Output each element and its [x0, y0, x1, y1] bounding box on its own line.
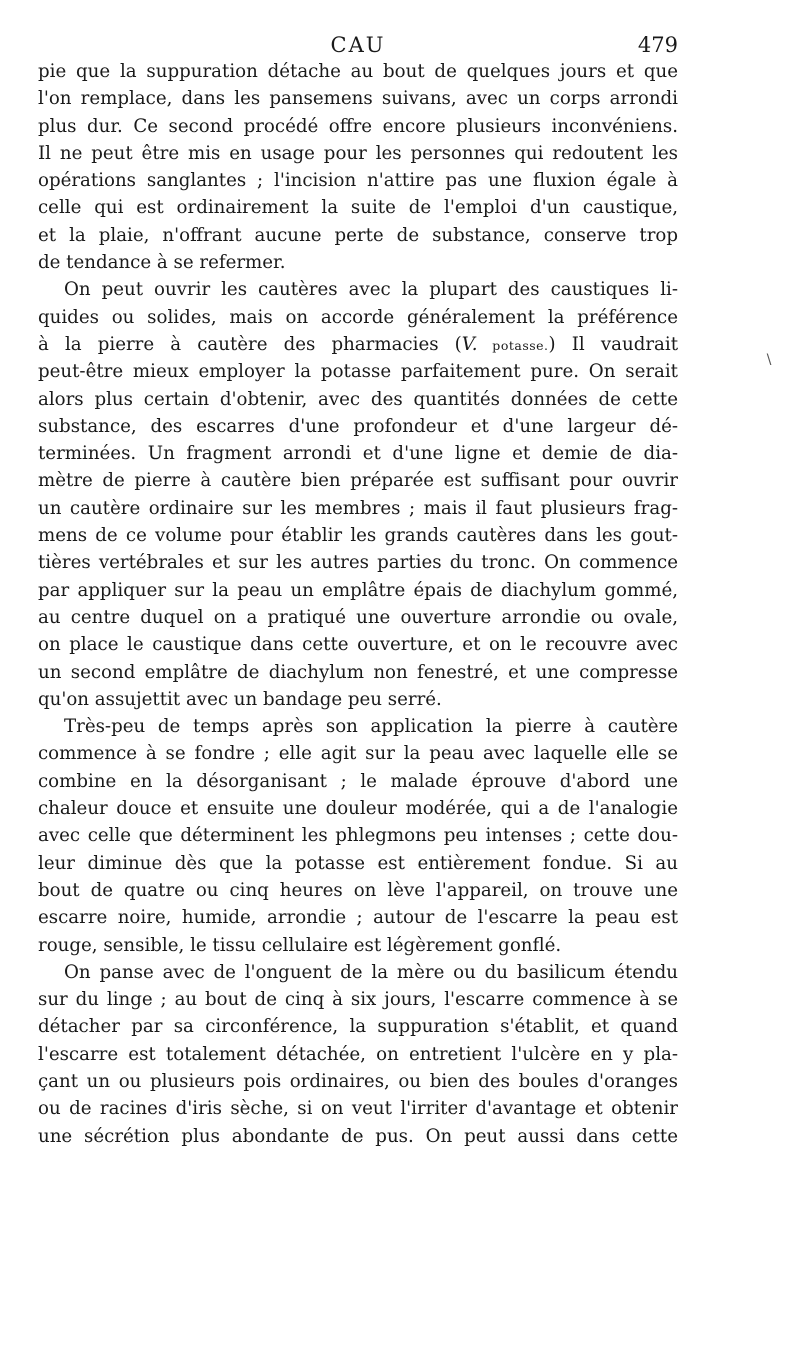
text-line: par appliquer sur la peau un emplâtre épais de diachylum gommé,	[38, 579, 678, 601]
text-line: substance, des escarres d'une profondeur et d'une largeur dé-	[38, 415, 678, 437]
text-line: pie que la suppuration détache au bout de quelques jours et que	[38, 61, 678, 82]
small-caps-reference: potasse.	[477, 337, 549, 353]
text-line: détacher par sa circonférence, la suppuration s'établit, et quand	[38, 1016, 678, 1038]
text-line: Il ne peut être mis en usage pour les personnes qui redoutent les	[38, 142, 678, 164]
text-line: peut-être mieux employer la potasse parfaitement pure. On serait	[38, 361, 678, 383]
text-line: ou de racines d'iris sèche, si on veut l'irriter d'avantage et obtenir	[38, 1098, 678, 1120]
text-line: alors plus certain d'obtenir, avec des quantités données de cette	[38, 388, 678, 410]
text-line: on place le caustique dans cette ouverture, et on le recouvre avec	[38, 634, 678, 656]
text-line: un cautère ordinaire sur les membres ; mais il faut plusieurs frag-	[38, 497, 678, 519]
text-line: un second emplâtre de diachylum non fenestré, et une compresse	[38, 661, 678, 683]
text-line: combine en la désorganisant ; le malade éprouve d'abord une	[38, 770, 678, 792]
text-line: opérations sanglantes ; l'incision n'attire pas une fluxion égale à	[38, 170, 678, 192]
text-line: qu'on assujettit avec un bandage peu serré.	[38, 688, 442, 710]
text-line: leur diminue dès que la potasse est entièrement fondue. Si au	[38, 852, 678, 874]
italic-abbreviation: V.	[461, 333, 478, 355]
text-line: au centre duquel on a pratiqué une ouverture arrondie ou ovale,	[38, 606, 678, 628]
text-line: et la plaie, n'offrant aucune perte de substance, conserve trop	[38, 224, 678, 246]
text-line: On panse avec de l'onguent de la mère ou du basilicum étendu	[64, 961, 678, 983]
text-line: celle qui est ordinairement la suite de l'emploi d'un caustique,	[38, 197, 678, 219]
text-line: une sécrétion plus abondante de pus. On peut aussi dans cette	[38, 1125, 678, 1147]
text-segment: ) Il vaudrait	[548, 333, 679, 355]
running-head: CAU	[330, 33, 386, 57]
text-line: Très-peu de temps après son application la pierre à cautère	[64, 716, 678, 738]
text-line: On peut ouvrir les cautères avec la plupart des caustiques li-	[64, 279, 678, 301]
text-line: tières vertébrales et sur les autres parties du tronc. On commence	[38, 552, 678, 574]
text-line: escarre noire, humide, arrondie ; autour de l'escarre la peau est	[38, 907, 678, 929]
text-line: l'on remplace, dans les pansemens suivans, avec un corps arrondi	[38, 88, 678, 110]
text-line: çant un ou plusieurs pois ordinaires, ou bien des boules d'oranges	[38, 1070, 678, 1092]
text-line: sur du linge ; au bout de cinq à six jours, l'escarre commence à se	[38, 989, 678, 1011]
text-line: l'escarre est totalement détachée, on entretient l'ulcère en y pla-	[38, 1043, 678, 1065]
page-header	[38, 30, 678, 60]
text-line: quides ou solides, mais on accorde généralement la préférence	[38, 306, 678, 328]
text-line: mens de ce volume pour établir les grands cautères dans les gout-	[38, 525, 678, 547]
text-line: plus dur. Ce second procédé offre encore plusieurs inconvéniens.	[38, 115, 678, 137]
text-line: bout de quatre ou cinq heures on lève l'appareil, on trouve une	[38, 879, 678, 901]
text-line-with-reference	[38, 331, 678, 358]
text-line: avec celle que déterminent les phlegmons peu intenses ; cette dou-	[38, 825, 678, 847]
page-number: 479	[637, 33, 678, 57]
text-line: chaleur douce et ensuite une douleur modérée, qui a de l'analogie	[38, 798, 678, 820]
text-line: de tendance à se refermer.	[38, 252, 286, 274]
margin-mark: ∖	[764, 352, 773, 368]
text-line: mètre de pierre à cautère bien préparée est suffisant pour ouvrir	[38, 470, 678, 492]
text-line: commence à se fondre ; elle agit sur la peau avec laquelle elle se	[38, 743, 678, 765]
text-segment: à la pierre à cautère des pharmacies (	[38, 333, 462, 355]
text-line: terminées. Un fragment arrondi et d'une ligne et demie de dia-	[38, 443, 678, 465]
body-text	[38, 58, 678, 1150]
text-line: rouge, sensible, le tissu cellulaire est légèrement gonflé.	[38, 934, 562, 956]
